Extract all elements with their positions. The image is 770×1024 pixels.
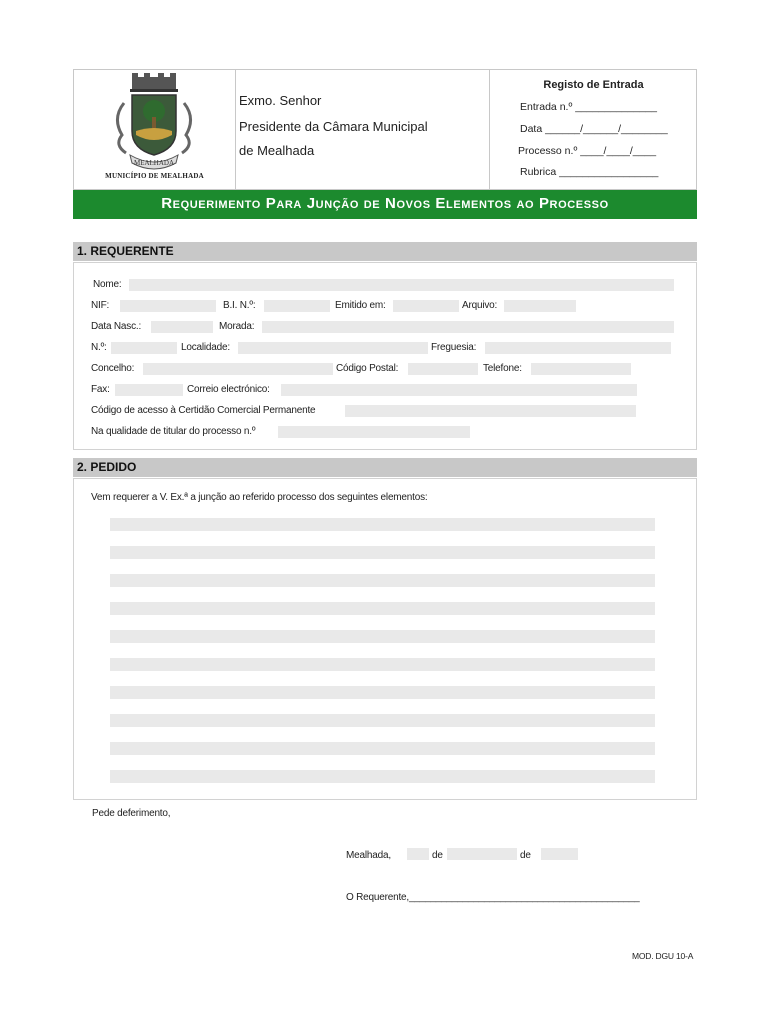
form-title-text: Requerimento Para Junção de Novos Elementos ao Processo (161, 195, 609, 212)
signature-line[interactable]: O Requerente,___________________________________________ (346, 892, 640, 903)
label-qualidade: Na qualidade de titular do processo n.º (91, 426, 256, 437)
field-morada[interactable] (262, 321, 674, 333)
section-requerente-panel (73, 262, 697, 450)
field-month[interactable] (447, 848, 517, 860)
field-email[interactable] (281, 384, 637, 396)
registry-processo: Processo n.º ____/____/____ (518, 145, 657, 157)
registry-title: Registo de Entrada (543, 79, 644, 91)
label-email: Correio electrónico: (187, 384, 270, 395)
field-nif[interactable] (120, 300, 216, 312)
pede-deferimento: Pede deferimento, (92, 808, 171, 819)
field-codigo-postal[interactable] (408, 363, 478, 375)
pedido-line[interactable] (110, 658, 655, 671)
pedido-line[interactable] (110, 770, 655, 783)
field-data-nasc[interactable] (151, 321, 213, 333)
label-codigo-acesso: Código de acesso à Certidão Comercial Permanente (91, 405, 316, 416)
closing-de-1: de (432, 850, 443, 861)
field-year[interactable] (541, 848, 578, 860)
label-concelho: Concelho: (91, 363, 135, 374)
pedido-line[interactable] (110, 602, 655, 615)
label-data-nasc: Data Nasc.: (91, 321, 142, 332)
pedido-line[interactable] (110, 546, 655, 559)
registry-entrada: Entrada n.º ______________ (520, 101, 657, 113)
closing-de-2: de (520, 850, 531, 861)
label-nome: Nome: (93, 279, 122, 290)
pedido-line[interactable] (110, 686, 655, 699)
label-emitido: Emitido em: (335, 300, 386, 311)
field-day[interactable] (407, 848, 429, 860)
label-freguesia: Freguesia: (431, 342, 477, 353)
pedido-line[interactable] (110, 518, 655, 531)
label-codigo-postal: Código Postal: (336, 363, 399, 374)
field-arquivo[interactable] (504, 300, 576, 312)
field-emitido[interactable] (393, 300, 459, 312)
address-cell (236, 69, 490, 190)
section-pedido-header: 2. PEDIDO (73, 458, 697, 477)
label-fax: Fax: (91, 384, 110, 395)
field-codigo-acesso[interactable] (345, 405, 636, 417)
field-numero[interactable] (111, 342, 177, 354)
address-line-3: de Mealhada (239, 143, 315, 158)
pedido-line[interactable] (110, 630, 655, 643)
address-line-1: Exmo. Senhor (239, 93, 322, 108)
pedido-line[interactable] (110, 742, 655, 755)
pedido-line[interactable] (110, 714, 655, 727)
section-pedido-panel (73, 478, 697, 800)
registry-data: Data ______/______/________ (520, 123, 668, 135)
field-bi[interactable] (264, 300, 330, 312)
label-bi: B.I. N.º: (223, 300, 256, 311)
pedido-intro: Vem requerer a V. Ex.ª a junção ao referido processo dos seguintes elementos: (91, 492, 428, 503)
label-localidade: Localidade: (181, 342, 230, 353)
label-nif: NIF: (91, 300, 110, 311)
pedido-line[interactable] (110, 574, 655, 587)
label-numero: N.º: (91, 342, 107, 353)
municipality-label: MUNICÍPIO DE MEALHADA (105, 172, 204, 180)
label-arquivo: Arquivo: (462, 300, 498, 311)
field-nome[interactable] (129, 279, 674, 291)
address-line-2: Presidente da Câmara Municipal (239, 119, 428, 134)
field-freguesia[interactable] (485, 342, 671, 354)
registry-rubrica: Rubrica _________________ (520, 166, 659, 178)
svg-text:MEALHADA: MEALHADA (133, 159, 175, 167)
label-telefone: Telefone: (483, 363, 522, 374)
section-requerente-header: 1. REQUERENTE (73, 242, 697, 261)
coat-of-arms-icon (104, 73, 204, 173)
field-telefone[interactable] (531, 363, 631, 375)
closing-place: Mealhada, (346, 850, 391, 861)
form-title (73, 190, 697, 219)
field-processo-numero[interactable] (278, 426, 470, 438)
field-localidade[interactable] (238, 342, 428, 354)
model-code: MOD. DGU 10-A (632, 951, 694, 961)
label-morada: Morada: (219, 321, 255, 332)
field-concelho[interactable] (143, 363, 333, 375)
field-fax[interactable] (115, 384, 183, 396)
